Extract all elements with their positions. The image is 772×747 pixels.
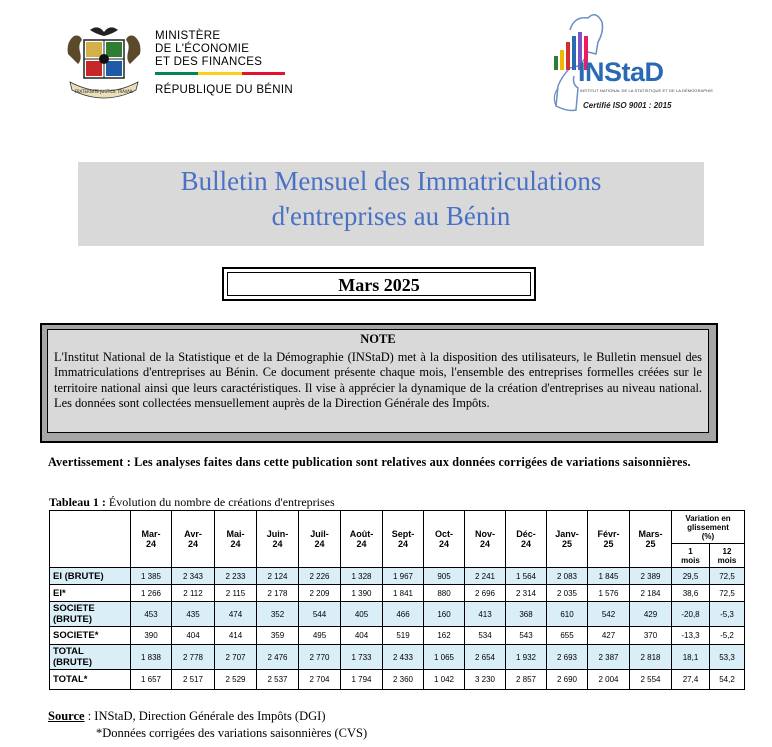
- table-row: [50, 645, 745, 670]
- ministry-line-1: MINISTÈRE: [155, 30, 221, 42]
- table-cell: 2 387: [588, 645, 630, 670]
- header-text: (%): [701, 531, 715, 541]
- table-cell: 2 476: [257, 645, 299, 670]
- note-title: NOTE: [360, 332, 396, 346]
- bulletin-title-box: [78, 162, 704, 246]
- table-cell: 453: [131, 602, 172, 627]
- row-label-text: (BRUTE): [53, 614, 93, 625]
- header-text: glissement: [687, 522, 729, 532]
- variation-subheader: [672, 544, 710, 568]
- table-cell: 1 328: [341, 568, 383, 585]
- header-text: Févr-: [597, 529, 620, 539]
- table-corner: [50, 511, 131, 568]
- header-text: Mar-: [141, 529, 161, 539]
- header-text: Nov-: [475, 529, 495, 539]
- header-text: 24: [145, 539, 156, 549]
- header-text: Mars-: [638, 529, 663, 539]
- header-text: 25: [645, 539, 656, 549]
- table-row: [50, 602, 745, 627]
- instad-wordmark: INStaD: [578, 57, 664, 87]
- table-cell: 534: [465, 627, 506, 645]
- row-label: [50, 645, 131, 670]
- header-text: Mai-: [226, 529, 245, 539]
- table-cell: 2 696: [465, 585, 506, 602]
- table-cell: 2 035: [547, 585, 588, 602]
- month-header: [341, 511, 383, 568]
- header-text: 24: [438, 539, 449, 549]
- month-header: [424, 511, 465, 568]
- table-cell: 2 857: [506, 670, 547, 690]
- note-text: L'Institut National de la Statistique et de la Démographie (INStaD) met à la disposition des utilisateurs, le Bulletin mensuel des Immatriculations d'entreprises au Bénin. Ce document présente chaque mois, l'ensemble des entreprises formelles créées sur le territoire national ainsi que leurs caractéristiques. Il vise à apprécier la dynamique de la création d'entreprises au niveau national. Les données sont collectées mensuellement auprès de la Direction Générale des Impôts.: [54, 349, 702, 410]
- table-cell: 2 654: [465, 645, 506, 670]
- table-cell: 1 065: [424, 645, 465, 670]
- table-cell: 352: [257, 602, 299, 627]
- table-cell: 2 209: [299, 585, 341, 602]
- creations-table: [49, 510, 745, 690]
- header-text: Sept-: [391, 529, 415, 539]
- table-row: [50, 670, 745, 690]
- table-cell: 3 230: [465, 670, 506, 690]
- table-cell: 610: [547, 602, 588, 627]
- table-cell: 544: [299, 602, 341, 627]
- table-cell: 1 657: [131, 670, 172, 690]
- header-text: Juin-: [266, 529, 289, 539]
- table-cell: -13,3: [672, 627, 710, 645]
- source-label: Source: [48, 709, 85, 723]
- table-cell: 2 004: [588, 670, 630, 690]
- variation-header: [672, 511, 745, 544]
- header-text: Août-: [349, 529, 374, 539]
- header-text: Avr-: [184, 529, 202, 539]
- cvs-note: *Données corrigées des variations saisonnières (CVS): [96, 726, 368, 740]
- table-cell: 1 390: [341, 585, 383, 602]
- table-cell: 370: [630, 627, 672, 645]
- header-text: 24: [479, 539, 490, 549]
- row-label-text: SOCIETE: [53, 603, 95, 614]
- table-cell: 2 178: [257, 585, 299, 602]
- month-header: [299, 511, 341, 568]
- table-cell: 474: [215, 602, 257, 627]
- bulletin-title-line-2: d'entreprises au Bénin: [271, 201, 511, 231]
- row-label: [50, 627, 131, 645]
- table-cell: 435: [172, 602, 215, 627]
- table-cell: 543: [506, 627, 547, 645]
- month-header: [383, 511, 424, 568]
- table-cell: 368: [506, 602, 547, 627]
- table-cell: 1 576: [588, 585, 630, 602]
- table-cell: 2 690: [547, 670, 588, 690]
- row-label-text: EI (BRUTE): [53, 570, 104, 582]
- table-cell: 542: [588, 602, 630, 627]
- table-cell: 429: [630, 602, 672, 627]
- table-cell: 2 529: [215, 670, 257, 690]
- note-box: [40, 323, 718, 443]
- header-text: Variation en: [685, 513, 731, 523]
- table-cell: 53,3: [710, 645, 745, 670]
- table-cell: 2 707: [215, 645, 257, 670]
- table-cell: 2 389: [630, 568, 672, 585]
- table-cell: 2 112: [172, 585, 215, 602]
- table-cell: 2 124: [257, 568, 299, 585]
- instad-subtitle: INSTITUT NATIONAL DE LA STATISTIQUE ET DE LA DÉMOGRAPHIE: [580, 88, 714, 93]
- table-caption: [49, 495, 335, 510]
- table-cell: 390: [131, 627, 172, 645]
- table-cell: 1 845: [588, 568, 630, 585]
- table-cell: 18,1: [672, 645, 710, 670]
- table-cell: 1 733: [341, 645, 383, 670]
- month-header: [588, 511, 630, 568]
- month-header: [506, 511, 547, 568]
- table-cell: 427: [588, 627, 630, 645]
- source-line: [48, 709, 325, 724]
- header-text: 24: [314, 539, 325, 549]
- table-cell: 29,5: [672, 568, 710, 585]
- table-cell: 2 241: [465, 568, 506, 585]
- table-cell: 519: [383, 627, 424, 645]
- header-text: 25: [603, 539, 614, 549]
- table-cell: 1 794: [341, 670, 383, 690]
- republic-name: RÉPUBLIQUE DU BÉNIN: [155, 84, 293, 96]
- header-text: 24: [356, 539, 367, 549]
- table-cell: 405: [341, 602, 383, 627]
- month-header: [465, 511, 506, 568]
- row-label: [50, 670, 131, 690]
- header-text: Déc-: [516, 529, 536, 539]
- month-header: [630, 511, 672, 568]
- table-cell: 2 537: [257, 670, 299, 690]
- table-cell: 1 841: [383, 585, 424, 602]
- row-label-text: EI*: [53, 587, 66, 599]
- header-text: 12: [722, 546, 732, 556]
- table-cell: 1 932: [506, 645, 547, 670]
- table-row: [50, 568, 745, 585]
- warning-text: Avertissement : Les analyses faites dans cette publication sont relatives aux données corrigées de variations saisonnières.: [48, 455, 691, 469]
- ministry-line-3: ET DES FINANCES: [155, 56, 263, 68]
- table-cell: 404: [341, 627, 383, 645]
- table-cell: 160: [424, 602, 465, 627]
- table-row: [50, 627, 745, 645]
- benin-coat-of-arms-logo: [64, 24, 144, 102]
- header-text: 24: [230, 539, 241, 549]
- table-cell: -5,3: [710, 602, 745, 627]
- table-cell: 1 564: [506, 568, 547, 585]
- header-text: mois: [681, 555, 700, 565]
- table-cell: -20,8: [672, 602, 710, 627]
- table-cell: 2 233: [215, 568, 257, 585]
- table-cell: 414: [215, 627, 257, 645]
- table-cell: 466: [383, 602, 424, 627]
- row-label-text: TOTAL*: [53, 674, 88, 685]
- header-text: 1: [688, 546, 693, 556]
- table-row: [50, 585, 745, 602]
- table-cell: 404: [172, 627, 215, 645]
- table-cell: 359: [257, 627, 299, 645]
- variation-subheader: [710, 544, 745, 568]
- table-cell: 27,4: [672, 670, 710, 690]
- table-cell: 1 967: [383, 568, 424, 585]
- table-cell: 655: [547, 627, 588, 645]
- header-text: Oct-: [435, 529, 453, 539]
- table-cell: 38,6: [672, 585, 710, 602]
- table-cell: 2 704: [299, 670, 341, 690]
- table-cell: 2 226: [299, 568, 341, 585]
- row-label-text: TOTAL: [53, 646, 84, 657]
- row-label-text: (BRUTE): [53, 657, 93, 668]
- table-cell: 2 517: [172, 670, 215, 690]
- table-cell: 2 770: [299, 645, 341, 670]
- period-box: [222, 267, 536, 301]
- benin-flag-bar: [155, 72, 285, 75]
- table-cell: 1 266: [131, 585, 172, 602]
- month-header: [547, 511, 588, 568]
- header-text: 24: [272, 539, 283, 549]
- table-cell: 2 115: [215, 585, 257, 602]
- period-label: Mars 2025: [338, 275, 420, 295]
- table-cell: 880: [424, 585, 465, 602]
- table-caption-label: Tableau 1 :: [49, 495, 106, 509]
- month-header: [172, 511, 215, 568]
- table-cell: 1 385: [131, 568, 172, 585]
- table-cell: 1 838: [131, 645, 172, 670]
- table-cell: 2 554: [630, 670, 672, 690]
- table-caption-text: Évolution du nombre de créations d'entreprises: [108, 495, 335, 509]
- table-cell: 905: [424, 568, 465, 585]
- table-cell: 413: [465, 602, 506, 627]
- svg-text:FRATERNITE JUSTICE TRAVAIL: FRATERNITE JUSTICE TRAVAIL: [74, 89, 134, 94]
- bulletin-title-line-1: Bulletin Mensuel des Immatriculations: [180, 166, 602, 196]
- table-cell: 495: [299, 627, 341, 645]
- header-text: 24: [397, 539, 408, 549]
- header-text: mois: [717, 555, 737, 565]
- header-text: 24: [187, 539, 198, 549]
- table-cell: 2 693: [547, 645, 588, 670]
- table-cell: 2 778: [172, 645, 215, 670]
- table-cell: 2 818: [630, 645, 672, 670]
- row-label-text: SOCIETE*: [53, 630, 99, 641]
- month-header: [257, 511, 299, 568]
- table-cell: 72,5: [710, 568, 745, 585]
- table-cell: 2 433: [383, 645, 424, 670]
- table-cell: 2 314: [506, 585, 547, 602]
- row-label: [50, 568, 131, 585]
- header-text: 24: [520, 539, 531, 549]
- month-header: [215, 511, 257, 568]
- ministry-name: [155, 30, 262, 69]
- table-cell: 2 184: [630, 585, 672, 602]
- source-text: : INStaD, Direction Générale des Impôts (DGI): [87, 709, 326, 723]
- table-cell: 1 042: [424, 670, 465, 690]
- row-label: [50, 602, 131, 627]
- table-header-row: [50, 511, 745, 544]
- table-cell: 2 360: [383, 670, 424, 690]
- table-cell: 2 343: [172, 568, 215, 585]
- table-cell: 54,2: [710, 670, 745, 690]
- header-text: Janv-: [555, 529, 579, 539]
- table-cell: -5,2: [710, 627, 745, 645]
- month-header: [131, 511, 172, 568]
- table-cell: 162: [424, 627, 465, 645]
- header-text: Juil-: [310, 529, 329, 539]
- ministry-line-2: DE L'ÉCONOMIE: [155, 43, 250, 55]
- table-cell: 72,5: [710, 585, 745, 602]
- row-label: [50, 585, 131, 602]
- header-text: 25: [561, 539, 572, 549]
- table-cell: 2 083: [547, 568, 588, 585]
- instad-certification: Certifié ISO 9001 : 2015: [583, 101, 672, 110]
